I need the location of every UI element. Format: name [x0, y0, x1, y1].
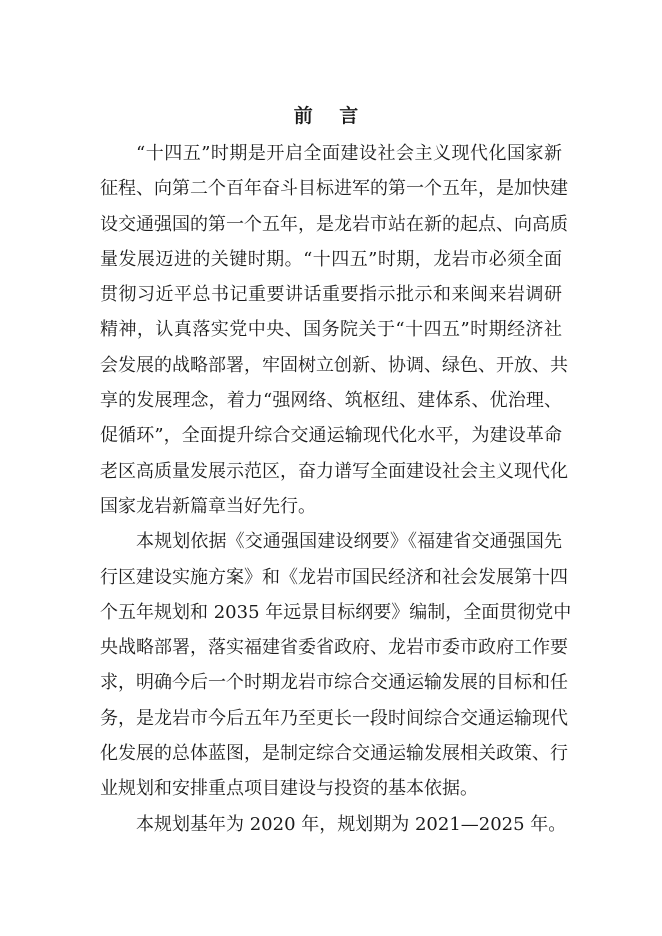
- text-line: 量发展迈进的关键时期。“十四五”时期，龙岩市必须全面: [100, 248, 562, 270]
- text-line: 国家龙岩新篇章当好先行。: [100, 495, 316, 517]
- text-line: 精神，认真落实党中央、国务院关于“十四五”时期经济社: [100, 319, 562, 341]
- document-body: [100, 136, 572, 842]
- text-line: 老区高质量发展示范区，奋力谱写全面建设社会主义现代化: [100, 460, 568, 482]
- text-line: 设交通强国的第一个五年，是龙岩市站在新的起点、向高质: [100, 213, 568, 235]
- text-line: 本规划基年为 2020 年，规划期为 2021—2025 年。: [136, 813, 567, 835]
- text-line: 业规划和安排重点项目建设与投资的基本依据。: [100, 778, 478, 800]
- text-line: 征程、向第二个百年奋斗目标进军的第一个五年，是加快建: [100, 178, 568, 200]
- paragraph-3: [100, 807, 567, 842]
- text-line: “十四五”时期是开启全面建设社会主义现代化国家新: [136, 143, 562, 164]
- text-line: 促循环”，全面提升综合交通运输现代化水平，为建设革命: [100, 425, 562, 447]
- text-line: 个五年规划和 2035 年远景目标纲要》编制，全面贯彻党中: [100, 601, 572, 623]
- paragraph-2: [100, 524, 572, 806]
- paragraph-1: [100, 136, 568, 524]
- text-line: 行区建设实施方案》和《龙岩市国民经济和社会发展第十四: [100, 566, 568, 588]
- text-line: 享的发展理念，着力“强网络、筑枢纽、建体系、优治理、: [100, 390, 562, 412]
- text-line: 求，明确今后一个时期龙岩市综合交通运输发展的目标和任: [100, 672, 568, 694]
- text-line: 化发展的总体蓝图，是制定综合交通运输发展相关政策、行: [100, 743, 568, 765]
- text-line: 会发展的战略部署，牢固树立创新、协调、绿色、开放、共: [100, 354, 568, 376]
- page-title: 前 言: [293, 105, 369, 127]
- text-line: 贯彻习近平总书记重要讲话重要指示批示和来闽来岩调研: [100, 284, 562, 306]
- text-line: 央战略部署，落实福建省委省政府、龙岩市委市政府工作要: [100, 637, 568, 659]
- text-line: 本规划依据《交通强国建设纲要》《福建省交通强国先: [136, 531, 562, 553]
- text-line: 务，是龙岩市今后五年乃至更长一段时间综合交通运输现代: [100, 707, 568, 729]
